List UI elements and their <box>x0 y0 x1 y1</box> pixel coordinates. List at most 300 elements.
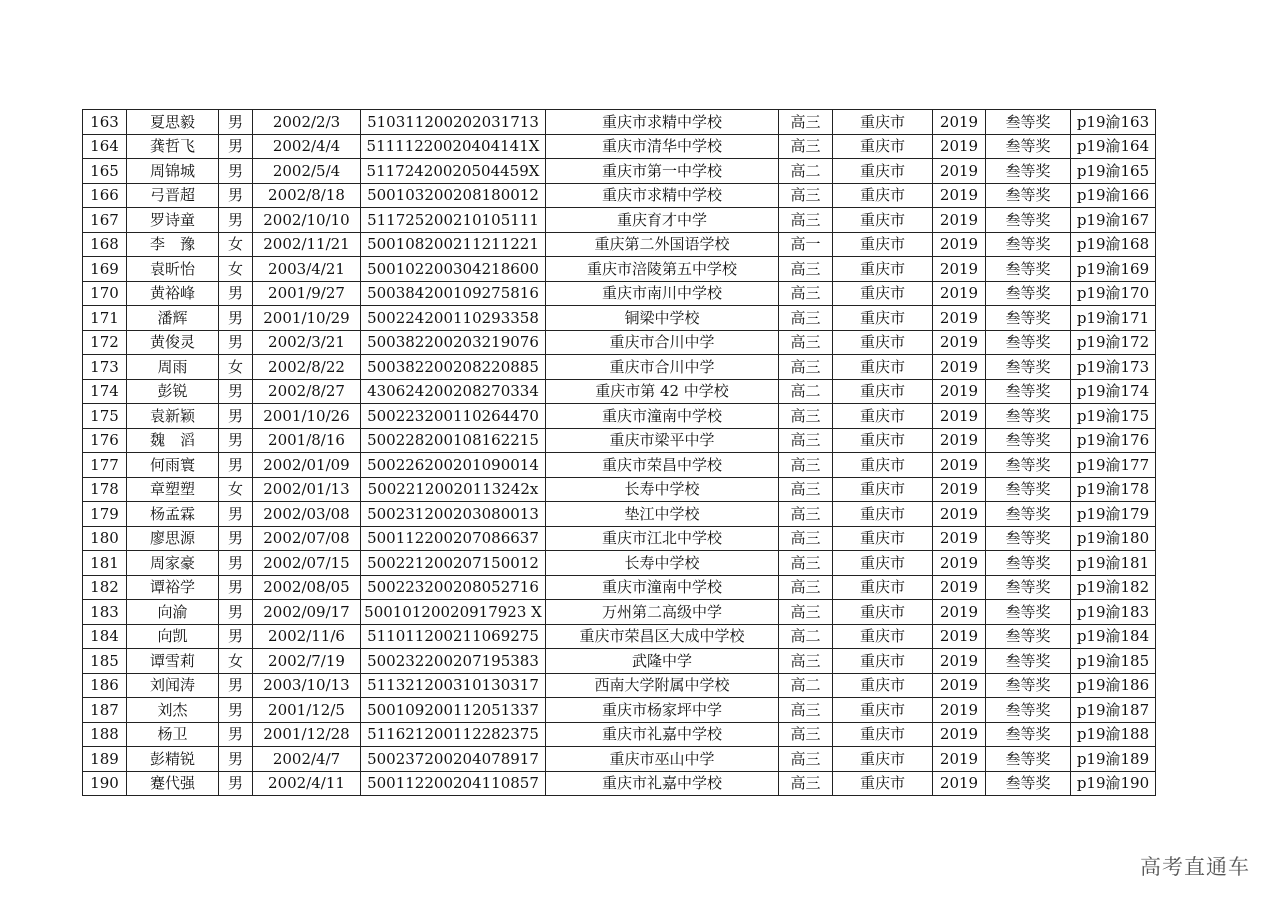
cell-name: 魏 滔 <box>127 428 219 453</box>
cell-index: 166 <box>83 183 127 208</box>
cell-city: 重庆市 <box>833 575 933 600</box>
cell-year: 2019 <box>933 134 986 159</box>
cell-certificate-no: p19渝186 <box>1071 673 1156 698</box>
cell-grade: 高一 <box>779 232 833 257</box>
cell-index: 177 <box>83 453 127 478</box>
cell-city: 重庆市 <box>833 624 933 649</box>
cell-gender: 男 <box>219 110 253 135</box>
cell-certificate-no: p19渝163 <box>1071 110 1156 135</box>
cell-year: 2019 <box>933 624 986 649</box>
cell-index: 163 <box>83 110 127 135</box>
cell-certificate-no: p19渝176 <box>1071 428 1156 453</box>
cell-award: 叁等奖 <box>986 330 1071 355</box>
cell-certificate-no: p19渝172 <box>1071 330 1156 355</box>
cell-grade: 高三 <box>779 330 833 355</box>
cell-year: 2019 <box>933 477 986 502</box>
cell-certificate-no: p19渝178 <box>1071 477 1156 502</box>
cell-city: 重庆市 <box>833 281 933 306</box>
cell-grade: 高三 <box>779 208 833 233</box>
cell-id-number: 500102200304218600 <box>361 257 546 282</box>
cell-year: 2019 <box>933 649 986 674</box>
table-row <box>83 747 1156 772</box>
cell-id-number: 511621200112282375 <box>361 722 546 747</box>
cell-city: 重庆市 <box>833 722 933 747</box>
cell-year: 2019 <box>933 183 986 208</box>
cell-index: 167 <box>83 208 127 233</box>
cell-school: 重庆市杨家坪中学 <box>546 698 779 723</box>
cell-grade: 高二 <box>779 379 833 404</box>
cell-name: 袁昕怡 <box>127 257 219 282</box>
cell-id-number: 500224200110293358 <box>361 306 546 331</box>
cell-id-number: 500226200201090014 <box>361 453 546 478</box>
cell-certificate-no: p19渝180 <box>1071 526 1156 551</box>
cell-city: 重庆市 <box>833 257 933 282</box>
cell-award: 叁等奖 <box>986 771 1071 796</box>
cell-year: 2019 <box>933 330 986 355</box>
cell-school: 重庆市江北中学校 <box>546 526 779 551</box>
table-row <box>83 183 1156 208</box>
cell-year: 2019 <box>933 257 986 282</box>
cell-certificate-no: p19渝182 <box>1071 575 1156 600</box>
cell-id-number: 500384200109275816 <box>361 281 546 306</box>
cell-city: 重庆市 <box>833 428 933 453</box>
cell-year: 2019 <box>933 306 986 331</box>
cell-school: 万州第二高级中学 <box>546 600 779 625</box>
cell-id-number: 500223200208052716 <box>361 575 546 600</box>
cell-name: 弓晋超 <box>127 183 219 208</box>
cell-award: 叁等奖 <box>986 183 1071 208</box>
cell-city: 重庆市 <box>833 306 933 331</box>
cell-index: 186 <box>83 673 127 698</box>
cell-year: 2019 <box>933 673 986 698</box>
cell-school: 重庆市第 42 中学校 <box>546 379 779 404</box>
cell-award: 叁等奖 <box>986 526 1071 551</box>
cell-index: 175 <box>83 404 127 429</box>
award-table <box>82 109 1156 796</box>
cell-birth-date: 2002/5/4 <box>253 159 361 184</box>
cell-city: 重庆市 <box>833 698 933 723</box>
cell-grade: 高三 <box>779 453 833 478</box>
cell-grade: 高三 <box>779 281 833 306</box>
cell-school: 重庆市荣昌区大成中学校 <box>546 624 779 649</box>
cell-award: 叁等奖 <box>986 624 1071 649</box>
cell-year: 2019 <box>933 747 986 772</box>
cell-birth-date: 2002/8/18 <box>253 183 361 208</box>
cell-id-number: 500223200110264470 <box>361 404 546 429</box>
cell-grade: 高三 <box>779 649 833 674</box>
cell-index: 188 <box>83 722 127 747</box>
cell-grade: 高三 <box>779 551 833 576</box>
cell-gender: 男 <box>219 281 253 306</box>
cell-grade: 高三 <box>779 355 833 380</box>
cell-school: 重庆市潼南中学校 <box>546 575 779 600</box>
cell-school: 重庆市求精中学校 <box>546 183 779 208</box>
table-row <box>83 208 1156 233</box>
cell-name: 向凯 <box>127 624 219 649</box>
cell-name: 彭精锐 <box>127 747 219 772</box>
cell-city: 重庆市 <box>833 551 933 576</box>
cell-gender: 女 <box>219 477 253 502</box>
cell-name: 向渝 <box>127 600 219 625</box>
cell-school: 西南大学附属中学校 <box>546 673 779 698</box>
cell-gender: 男 <box>219 771 253 796</box>
cell-school: 重庆市求精中学校 <box>546 110 779 135</box>
cell-year: 2019 <box>933 159 986 184</box>
cell-city: 重庆市 <box>833 134 933 159</box>
table-row <box>83 404 1156 429</box>
table-body <box>83 110 1156 796</box>
cell-name: 杨孟霖 <box>127 502 219 527</box>
cell-year: 2019 <box>933 551 986 576</box>
cell-name: 黄裕峰 <box>127 281 219 306</box>
cell-award: 叁等奖 <box>986 404 1071 429</box>
cell-year: 2019 <box>933 404 986 429</box>
cell-index: 184 <box>83 624 127 649</box>
cell-certificate-no: p19渝173 <box>1071 355 1156 380</box>
cell-index: 165 <box>83 159 127 184</box>
cell-index: 183 <box>83 600 127 625</box>
cell-school: 垫江中学校 <box>546 502 779 527</box>
cell-grade: 高三 <box>779 477 833 502</box>
cell-school: 重庆市涪陵第五中学校 <box>546 257 779 282</box>
cell-year: 2019 <box>933 698 986 723</box>
cell-school: 重庆市合川中学 <box>546 330 779 355</box>
cell-certificate-no: p19渝189 <box>1071 747 1156 772</box>
cell-gender: 男 <box>219 404 253 429</box>
cell-id-number: 500237200204078917 <box>361 747 546 772</box>
cell-award: 叁等奖 <box>986 355 1071 380</box>
cell-birth-date: 2003/10/13 <box>253 673 361 698</box>
cell-school: 重庆市梁平中学 <box>546 428 779 453</box>
cell-gender: 男 <box>219 502 253 527</box>
cell-index: 168 <box>83 232 127 257</box>
cell-city: 重庆市 <box>833 526 933 551</box>
cell-gender: 男 <box>219 306 253 331</box>
cell-certificate-no: p19渝188 <box>1071 722 1156 747</box>
cell-birth-date: 2002/01/13 <box>253 477 361 502</box>
cell-city: 重庆市 <box>833 110 933 135</box>
cell-name: 周家豪 <box>127 551 219 576</box>
cell-birth-date: 2001/10/26 <box>253 404 361 429</box>
cell-name: 廖思源 <box>127 526 219 551</box>
cell-school: 重庆市潼南中学校 <box>546 404 779 429</box>
cell-name: 潘辉 <box>127 306 219 331</box>
cell-gender: 女 <box>219 649 253 674</box>
table-row <box>83 526 1156 551</box>
cell-gender: 男 <box>219 159 253 184</box>
cell-city: 重庆市 <box>833 208 933 233</box>
cell-id-number: 430624200208270334 <box>361 379 546 404</box>
cell-grade: 高三 <box>779 134 833 159</box>
cell-gender: 男 <box>219 698 253 723</box>
cell-index: 185 <box>83 649 127 674</box>
cell-certificate-no: p19渝185 <box>1071 649 1156 674</box>
cell-birth-date: 2002/4/11 <box>253 771 361 796</box>
cell-id-number: 500221200207150012 <box>361 551 546 576</box>
cell-birth-date: 2001/10/29 <box>253 306 361 331</box>
cell-birth-date: 2002/4/7 <box>253 747 361 772</box>
cell-name: 周锦城 <box>127 159 219 184</box>
table-row <box>83 159 1156 184</box>
cell-certificate-no: p19渝190 <box>1071 771 1156 796</box>
table-row <box>83 306 1156 331</box>
table-row <box>83 428 1156 453</box>
cell-certificate-no: p19渝171 <box>1071 306 1156 331</box>
table-row <box>83 575 1156 600</box>
cell-birth-date: 2002/2/3 <box>253 110 361 135</box>
cell-grade: 高三 <box>779 771 833 796</box>
cell-city: 重庆市 <box>833 673 933 698</box>
cell-award: 叁等奖 <box>986 575 1071 600</box>
cell-city: 重庆市 <box>833 453 933 478</box>
cell-id-number: 500108200211211221 <box>361 232 546 257</box>
cell-name: 罗诗童 <box>127 208 219 233</box>
cell-award: 叁等奖 <box>986 208 1071 233</box>
cell-gender: 女 <box>219 355 253 380</box>
cell-year: 2019 <box>933 281 986 306</box>
cell-school: 长寿中学校 <box>546 477 779 502</box>
cell-name: 袁新颖 <box>127 404 219 429</box>
cell-grade: 高三 <box>779 575 833 600</box>
table-row <box>83 477 1156 502</box>
table-row <box>83 232 1156 257</box>
cell-index: 187 <box>83 698 127 723</box>
cell-certificate-no: p19渝183 <box>1071 600 1156 625</box>
cell-school: 重庆市荣昌中学校 <box>546 453 779 478</box>
cell-name: 谭雪莉 <box>127 649 219 674</box>
table-row <box>83 330 1156 355</box>
cell-gender: 男 <box>219 379 253 404</box>
cell-award: 叁等奖 <box>986 649 1071 674</box>
cell-birth-date: 2001/9/27 <box>253 281 361 306</box>
cell-gender: 男 <box>219 134 253 159</box>
cell-year: 2019 <box>933 502 986 527</box>
cell-school: 重庆市礼嘉中学校 <box>546 722 779 747</box>
cell-index: 181 <box>83 551 127 576</box>
cell-city: 重庆市 <box>833 600 933 625</box>
cell-certificate-no: p19渝177 <box>1071 453 1156 478</box>
cell-gender: 女 <box>219 232 253 257</box>
cell-grade: 高三 <box>779 183 833 208</box>
cell-birth-date: 2002/08/05 <box>253 575 361 600</box>
cell-gender: 男 <box>219 673 253 698</box>
cell-certificate-no: p19渝165 <box>1071 159 1156 184</box>
cell-grade: 高三 <box>779 404 833 429</box>
cell-city: 重庆市 <box>833 477 933 502</box>
cell-id-number: 511725200210105111 <box>361 208 546 233</box>
table-row <box>83 257 1156 282</box>
cell-name: 蹇代强 <box>127 771 219 796</box>
cell-birth-date: 2002/11/21 <box>253 232 361 257</box>
cell-award: 叁等奖 <box>986 722 1071 747</box>
cell-gender: 男 <box>219 551 253 576</box>
cell-certificate-no: p19渝179 <box>1071 502 1156 527</box>
cell-year: 2019 <box>933 428 986 453</box>
cell-year: 2019 <box>933 355 986 380</box>
cell-gender: 男 <box>219 526 253 551</box>
cell-birth-date: 2002/03/08 <box>253 502 361 527</box>
cell-id-number: 500109200112051337 <box>361 698 546 723</box>
cell-birth-date: 2002/8/27 <box>253 379 361 404</box>
cell-gender: 男 <box>219 575 253 600</box>
cell-grade: 高三 <box>779 526 833 551</box>
cell-index: 189 <box>83 747 127 772</box>
cell-certificate-no: p19渝168 <box>1071 232 1156 257</box>
cell-birth-date: 2002/10/10 <box>253 208 361 233</box>
cell-name: 刘杰 <box>127 698 219 723</box>
cell-gender: 男 <box>219 624 253 649</box>
cell-year: 2019 <box>933 208 986 233</box>
cell-birth-date: 2002/07/08 <box>253 526 361 551</box>
cell-name: 杨卫 <box>127 722 219 747</box>
cell-year: 2019 <box>933 722 986 747</box>
cell-school: 重庆市南川中学校 <box>546 281 779 306</box>
cell-certificate-no: p19渝187 <box>1071 698 1156 723</box>
table-row <box>83 110 1156 135</box>
cell-name: 黄俊灵 <box>127 330 219 355</box>
cell-city: 重庆市 <box>833 404 933 429</box>
cell-gender: 男 <box>219 428 253 453</box>
table-row <box>83 649 1156 674</box>
cell-award: 叁等奖 <box>986 600 1071 625</box>
cell-grade: 高三 <box>779 722 833 747</box>
cell-id-number: 500231200203080013 <box>361 502 546 527</box>
cell-birth-date: 2002/4/4 <box>253 134 361 159</box>
cell-gender: 男 <box>219 600 253 625</box>
cell-index: 172 <box>83 330 127 355</box>
cell-gender: 男 <box>219 183 253 208</box>
cell-grade: 高三 <box>779 110 833 135</box>
cell-id-number: 510311200202031713 <box>361 110 546 135</box>
cell-id-number: 500232200207195383 <box>361 649 546 674</box>
cell-index: 180 <box>83 526 127 551</box>
table-row <box>83 453 1156 478</box>
cell-grade: 高二 <box>779 624 833 649</box>
cell-certificate-no: p19渝170 <box>1071 281 1156 306</box>
cell-grade: 高三 <box>779 698 833 723</box>
cell-index: 190 <box>83 771 127 796</box>
cell-city: 重庆市 <box>833 502 933 527</box>
table-row <box>83 771 1156 796</box>
cell-award: 叁等奖 <box>986 453 1071 478</box>
cell-gender: 男 <box>219 208 253 233</box>
cell-award: 叁等奖 <box>986 551 1071 576</box>
cell-award: 叁等奖 <box>986 306 1071 331</box>
cell-certificate-no: p19渝164 <box>1071 134 1156 159</box>
cell-birth-date: 2002/01/09 <box>253 453 361 478</box>
cell-index: 170 <box>83 281 127 306</box>
cell-school: 重庆第二外国语学校 <box>546 232 779 257</box>
cell-id-number: 51172420020504459X <box>361 159 546 184</box>
table-row <box>83 502 1156 527</box>
cell-index: 174 <box>83 379 127 404</box>
cell-gender: 男 <box>219 330 253 355</box>
cell-city: 重庆市 <box>833 379 933 404</box>
cell-index: 182 <box>83 575 127 600</box>
cell-year: 2019 <box>933 771 986 796</box>
cell-city: 重庆市 <box>833 355 933 380</box>
cell-year: 2019 <box>933 379 986 404</box>
cell-certificate-no: p19渝169 <box>1071 257 1156 282</box>
cell-certificate-no: p19渝181 <box>1071 551 1156 576</box>
table-row <box>83 600 1156 625</box>
cell-award: 叁等奖 <box>986 110 1071 135</box>
table-row <box>83 134 1156 159</box>
cell-gender: 男 <box>219 453 253 478</box>
table-row <box>83 698 1156 723</box>
cell-id-number: 500228200108162215 <box>361 428 546 453</box>
cell-award: 叁等奖 <box>986 502 1071 527</box>
cell-id-number: 500382200203219076 <box>361 330 546 355</box>
cell-certificate-no: p19渝167 <box>1071 208 1156 233</box>
cell-year: 2019 <box>933 575 986 600</box>
cell-grade: 高三 <box>779 306 833 331</box>
cell-birth-date: 2002/7/19 <box>253 649 361 674</box>
cell-id-number: 50022120020113242x <box>361 477 546 502</box>
cell-birth-date: 2002/11/6 <box>253 624 361 649</box>
table-row <box>83 355 1156 380</box>
cell-index: 173 <box>83 355 127 380</box>
table-row <box>83 551 1156 576</box>
cell-certificate-no: p19渝174 <box>1071 379 1156 404</box>
cell-certificate-no: p19渝175 <box>1071 404 1156 429</box>
cell-index: 176 <box>83 428 127 453</box>
cell-year: 2019 <box>933 453 986 478</box>
cell-award: 叁等奖 <box>986 379 1071 404</box>
cell-id-number: 511321200310130317 <box>361 673 546 698</box>
cell-gender: 男 <box>219 747 253 772</box>
cell-award: 叁等奖 <box>986 159 1071 184</box>
table-row <box>83 722 1156 747</box>
cell-id-number: 51111220020404141X <box>361 134 546 159</box>
cell-award: 叁等奖 <box>986 747 1071 772</box>
cell-birth-date: 2002/8/22 <box>253 355 361 380</box>
cell-school: 重庆市礼嘉中学校 <box>546 771 779 796</box>
cell-award: 叁等奖 <box>986 134 1071 159</box>
cell-award: 叁等奖 <box>986 698 1071 723</box>
cell-school: 铜梁中学校 <box>546 306 779 331</box>
cell-school: 重庆市合川中学 <box>546 355 779 380</box>
cell-gender: 女 <box>219 257 253 282</box>
cell-grade: 高二 <box>779 673 833 698</box>
cell-name: 谭裕学 <box>127 575 219 600</box>
cell-birth-date: 2001/8/16 <box>253 428 361 453</box>
cell-school: 重庆市巫山中学 <box>546 747 779 772</box>
table-row <box>83 624 1156 649</box>
cell-award: 叁等奖 <box>986 281 1071 306</box>
cell-school: 重庆育才中学 <box>546 208 779 233</box>
cell-award: 叁等奖 <box>986 232 1071 257</box>
cell-name: 刘闻涛 <box>127 673 219 698</box>
cell-birth-date: 2002/09/17 <box>253 600 361 625</box>
cell-grade: 高三 <box>779 747 833 772</box>
table-row <box>83 673 1156 698</box>
cell-grade: 高三 <box>779 502 833 527</box>
cell-index: 178 <box>83 477 127 502</box>
cell-name: 李 豫 <box>127 232 219 257</box>
cell-name: 夏思毅 <box>127 110 219 135</box>
cell-award: 叁等奖 <box>986 257 1071 282</box>
cell-id-number: 500112200207086637 <box>361 526 546 551</box>
cell-index: 169 <box>83 257 127 282</box>
cell-year: 2019 <box>933 526 986 551</box>
cell-index: 171 <box>83 306 127 331</box>
cell-grade: 高二 <box>779 159 833 184</box>
cell-city: 重庆市 <box>833 183 933 208</box>
cell-award: 叁等奖 <box>986 428 1071 453</box>
cell-award: 叁等奖 <box>986 477 1071 502</box>
cell-year: 2019 <box>933 110 986 135</box>
